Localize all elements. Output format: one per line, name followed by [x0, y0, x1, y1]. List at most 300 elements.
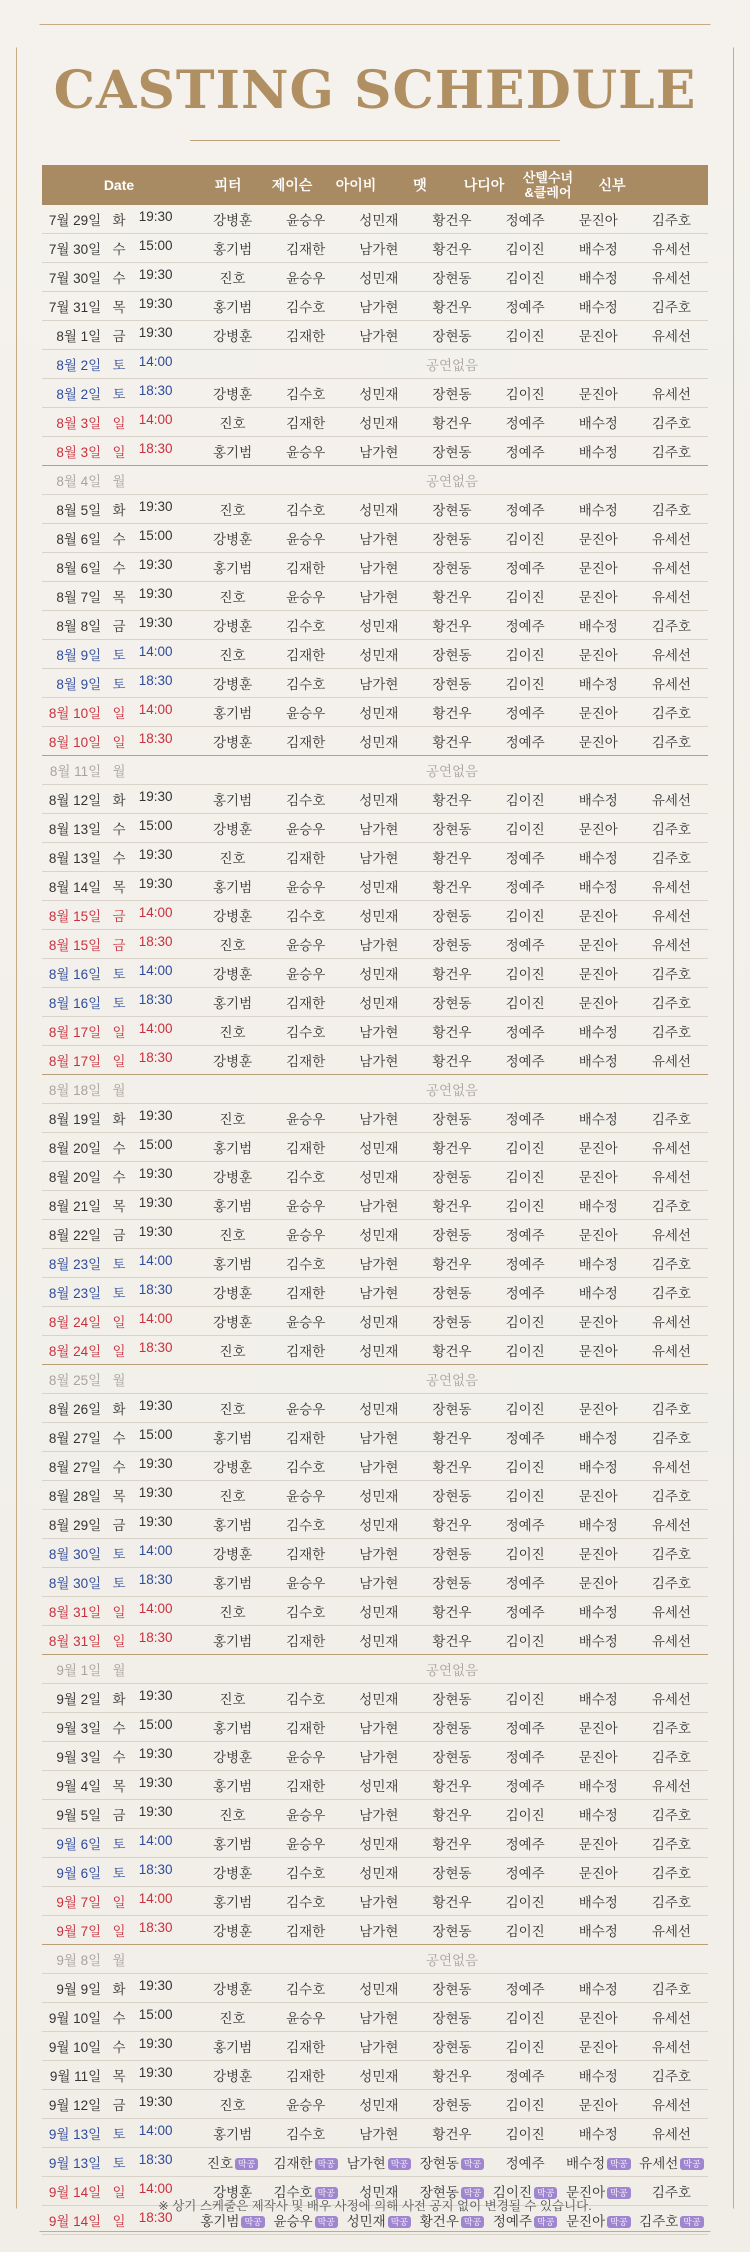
row-date: 8월 21일 — [48, 1199, 102, 1214]
cast-cell — [415, 238, 488, 258]
table-row — [42, 582, 708, 611]
actor-name: 장현동 — [432, 1547, 472, 1562]
actor-name: 강병훈 — [213, 532, 253, 547]
cast-cell — [489, 528, 562, 548]
row-time: 14:00 — [138, 2123, 173, 2138]
date-cell — [42, 818, 196, 838]
row-time — [137, 1949, 196, 1969]
cast-cell — [269, 1746, 342, 1766]
actor-name: 홍기범 — [213, 2040, 253, 2055]
cast-cell — [196, 1021, 269, 1041]
row-weekday: 금 — [112, 2098, 126, 2113]
row-date: 9월 12일 — [48, 2098, 102, 2113]
cast-cell — [269, 905, 342, 925]
cast-cell — [562, 673, 635, 693]
header-role-jason: 제이슨 — [271, 176, 313, 193]
actor-name: 장현동 — [432, 271, 472, 286]
actor-name: 강병훈 — [213, 2185, 253, 2200]
row-date: 9월 7일 — [56, 1895, 102, 1910]
row-date: 9월 13일 — [48, 2156, 102, 2171]
actor-name: 김재한 — [286, 1286, 326, 1301]
cast-cell — [196, 1050, 269, 1070]
row-date: 8월 2일 — [56, 358, 102, 373]
cast-cell — [562, 325, 635, 345]
final-show-badge: 막공 — [534, 2216, 557, 2228]
actor-name: 김수호 — [286, 1895, 326, 1910]
actor-name: 문진아 — [578, 1402, 618, 1417]
actor-name: 성민재 — [359, 1605, 399, 1620]
row-weekday: 수 — [112, 1170, 126, 1185]
actor-name: 김재한 — [286, 1779, 326, 1794]
cast-cell — [415, 267, 488, 287]
actor-name: 문진아 — [578, 706, 618, 721]
cast-cell — [415, 2123, 488, 2143]
date-cell — [42, 209, 196, 229]
cast-cell — [489, 1398, 562, 1418]
row-time: 14:00 — [138, 354, 173, 369]
cast-cell — [269, 1804, 342, 1824]
cast-cell — [269, 1572, 342, 1592]
cast-cell — [415, 789, 488, 809]
cast-cell — [269, 1224, 342, 1244]
actor-name: 정예주 — [492, 2214, 532, 2229]
actor-name: 김이진 — [505, 1315, 545, 1330]
row-time: 19:30 — [138, 789, 173, 804]
final-show-badge: 막공 — [607, 2216, 630, 2228]
row-time: 19:30 — [138, 1775, 173, 1790]
row-weekday: 일 — [112, 1344, 126, 1359]
cast-cell — [196, 267, 269, 287]
row-time: 14:00 — [138, 644, 173, 659]
cast-cell — [415, 1514, 488, 1534]
cast-cell — [196, 412, 269, 432]
actor-name: 성민재 — [359, 1866, 399, 1881]
cast-cell — [635, 905, 708, 925]
row-date: 8월 10일 — [48, 706, 102, 721]
table-row — [42, 234, 708, 263]
actor-name: 정예주 — [505, 1837, 545, 1852]
cast-cell — [269, 1688, 342, 1708]
actor-name: 문진아 — [578, 590, 618, 605]
table-row — [42, 727, 708, 756]
actor-name: 정예주 — [505, 1982, 545, 1997]
actor-name: 배수정 — [578, 1895, 618, 1910]
table-row — [42, 292, 708, 321]
row-weekday: 화 — [112, 503, 126, 518]
row-weekday: 화 — [112, 1692, 126, 1707]
cast-cell — [269, 818, 342, 838]
date-cell — [42, 644, 196, 664]
cast-cell — [196, 615, 269, 635]
row-weekday: 토 — [112, 1257, 126, 1272]
cast-cell — [415, 586, 488, 606]
cast-cell — [635, 238, 708, 258]
cast-cell — [342, 209, 415, 229]
row-time: 19:30 — [138, 1978, 173, 1993]
actor-name: 문진아 — [578, 2098, 618, 2113]
actor-name: 배수정 — [578, 1199, 618, 1214]
actor-name: 김주호 — [651, 706, 691, 721]
table-row — [42, 2061, 708, 2090]
actor-name: 김수호 — [286, 300, 326, 315]
date-cell — [42, 1862, 196, 1882]
actor-name: 김주호 — [651, 1402, 691, 1417]
cast-cell — [489, 1514, 562, 1534]
row-weekday: 일 — [112, 1025, 126, 1040]
date-cell — [42, 470, 196, 490]
actor-name: 김이진 — [505, 1924, 545, 1939]
date-cell — [42, 789, 196, 809]
actor-name: 성민재 — [359, 1779, 399, 1794]
row-time: 19:30 — [138, 296, 173, 311]
cast-cell — [635, 615, 708, 635]
cast-cell — [196, 1166, 269, 1186]
row-weekday: 화 — [112, 1982, 126, 1997]
cast-cell — [342, 876, 415, 896]
date-cell — [42, 1746, 196, 1766]
actor-name: 성민재 — [359, 1489, 399, 1504]
row-date: 8월 23일 — [48, 1286, 102, 1301]
cast-cell — [562, 789, 635, 809]
actor-name: 진호 — [219, 1025, 246, 1040]
actor-name: 성민재 — [359, 387, 399, 402]
cast-cell — [489, 441, 562, 461]
row-weekday: 일 — [112, 1924, 126, 1939]
date-cell — [42, 1427, 196, 1447]
row-weekday: 금 — [112, 329, 126, 344]
row-time: 18:30 — [138, 441, 173, 456]
row-weekday: 수 — [112, 1721, 126, 1736]
date-cell — [42, 441, 196, 461]
actor-name: 윤승우 — [286, 1489, 326, 1504]
actor-name: 강병훈 — [213, 1286, 253, 1301]
cast-cell — [415, 992, 488, 1012]
row-date: 9월 9일 — [56, 1982, 102, 1997]
footnote: ※ 상기 스케줄은 제작사 및 배우 사정에 의해 사전 공지 없이 변경될 수 있습니다. — [158, 2199, 592, 2213]
actor-name: 배수정 — [578, 1431, 618, 1446]
actor-name: 김재한 — [273, 2156, 313, 2171]
table-row — [42, 1075, 708, 1104]
row-time: 19:30 — [138, 2036, 173, 2051]
cast-cell — [489, 1688, 562, 1708]
date-cell — [42, 731, 196, 751]
actor-name: 김이진 — [505, 1344, 545, 1359]
cast-cell — [342, 2094, 415, 2114]
actor-name: 남가현 — [359, 590, 399, 605]
cast-cell — [489, 1572, 562, 1592]
cast-cell — [269, 528, 342, 548]
cast-cell — [415, 2152, 488, 2172]
cast-cell — [415, 1340, 488, 1360]
actor-name: 배수정 — [578, 416, 618, 431]
actor-name: 남가현 — [359, 1924, 399, 1939]
cast-cell — [196, 1456, 269, 1476]
actor-name: 남가현 — [359, 1025, 399, 1040]
cast-cell — [269, 1427, 342, 1447]
cast-cell — [342, 1630, 415, 1650]
row-time: 19:30 — [138, 499, 173, 514]
row-date: 9월 10일 — [48, 2040, 102, 2055]
cast-cell — [342, 441, 415, 461]
cast-cell — [342, 1311, 415, 1331]
cast-cell — [635, 1456, 708, 1476]
table-row — [42, 611, 708, 640]
no-show-label: 공연없음 — [425, 1953, 479, 1968]
actor-name: 정예주 — [505, 1750, 545, 1765]
date-cell — [42, 760, 196, 780]
cast-cell — [635, 1833, 708, 1853]
row-date: 7월 30일 — [48, 242, 102, 257]
row-date: 8월 9일 — [56, 677, 102, 692]
actor-name: 윤승우 — [273, 2214, 313, 2229]
cast-cell — [269, 412, 342, 432]
table-row — [42, 1771, 708, 1800]
actor-name: 남가현 — [359, 329, 399, 344]
cast-cell — [489, 789, 562, 809]
table-row — [42, 379, 708, 408]
cast-cell — [196, 2007, 269, 2027]
cast-cell — [415, 325, 488, 345]
cast-cell — [562, 209, 635, 229]
cast-cell — [635, 325, 708, 345]
cast-cell — [269, 1456, 342, 1476]
cast-cell — [562, 296, 635, 316]
actor-name: 윤승우 — [286, 1808, 326, 1823]
cast-cell — [196, 1804, 269, 1824]
cast-cell — [196, 209, 269, 229]
actor-name: 진호 — [219, 271, 246, 286]
row-date: 9월 11일 — [49, 2069, 102, 2084]
row-weekday: 수 — [112, 532, 126, 547]
cast-cell — [635, 673, 708, 693]
row-date: 8월 29일 — [48, 1518, 102, 1533]
actor-name: 장현동 — [432, 1228, 472, 1243]
table-row — [42, 524, 708, 553]
actor-name: 배수정 — [578, 851, 618, 866]
row-date: 8월 1일 — [56, 329, 102, 344]
cast-cell — [196, 441, 269, 461]
actor-name: 진호 — [219, 2011, 246, 2026]
actor-name: 김이진 — [505, 793, 545, 808]
row-time: 14:00 — [138, 1253, 173, 1268]
actor-name: 유세선 — [651, 677, 691, 692]
actor-name: 강병훈 — [213, 822, 253, 837]
actor-name: 김주호 — [651, 213, 691, 228]
cast-cell — [342, 1543, 415, 1563]
cast-cell — [196, 1891, 269, 1911]
cast-cell — [415, 2007, 488, 2027]
table-row — [42, 466, 708, 495]
actor-name: 김이진 — [505, 1199, 545, 1214]
cast-cell — [342, 934, 415, 954]
actor-name: 문진아 — [578, 1721, 618, 1736]
final-show-badge: 막공 — [388, 2158, 411, 2170]
date-cell — [42, 1137, 196, 1157]
actor-name: 정예주 — [505, 735, 545, 750]
row-weekday: 금 — [112, 1518, 126, 1533]
actor-name: 김이진 — [505, 1489, 545, 1504]
final-show-badge: 막공 — [241, 2216, 264, 2228]
cast-cell — [489, 1601, 562, 1621]
row-weekday: 토 — [112, 1547, 126, 1562]
date-cell — [42, 934, 196, 954]
actor-name: 장현동 — [432, 909, 472, 924]
actor-name: 황건우 — [432, 1344, 472, 1359]
actor-name: 진호 — [219, 590, 246, 605]
date-cell — [42, 2065, 196, 2085]
row-time — [137, 1369, 196, 1389]
actor-name: 배수정 — [578, 242, 618, 257]
actor-name: 유세선 — [651, 1605, 691, 1620]
cast-cell — [562, 499, 635, 519]
actor-name: 김이진 — [505, 2127, 545, 2142]
cast-cell — [489, 847, 562, 867]
table-row — [42, 1916, 708, 1945]
cast-cell — [562, 1311, 635, 1331]
actor-name: 윤승우 — [286, 445, 326, 460]
actor-name: 홍기범 — [213, 1199, 253, 1214]
actor-name: 유세선 — [651, 880, 691, 895]
cast-cell — [635, 1514, 708, 1534]
actor-name: 진호 — [206, 2156, 233, 2171]
date-cell — [42, 383, 196, 403]
actor-name: 문진아 — [578, 532, 618, 547]
actor-name: 성민재 — [359, 648, 399, 663]
row-date: 8월 19일 — [48, 1112, 102, 1127]
actor-name: 장현동 — [432, 2098, 472, 2113]
table-row — [42, 2003, 708, 2032]
cast-cell — [562, 847, 635, 867]
row-date: 8월 24일 — [48, 1344, 102, 1359]
cast-cell — [635, 731, 708, 751]
table-row — [42, 321, 708, 350]
actor-name: 윤승우 — [286, 271, 326, 286]
cast-cell — [415, 1891, 488, 1911]
actor-name: 김이진 — [492, 2185, 532, 2200]
actor-name: 김주호 — [651, 1547, 691, 1562]
cast-cell — [415, 1688, 488, 1708]
row-weekday: 토 — [112, 2156, 126, 2171]
actor-name: 김수호 — [286, 387, 326, 402]
actor-name: 강병훈 — [213, 1315, 253, 1330]
actor-name: 유세선 — [651, 590, 691, 605]
cast-cell — [562, 1224, 635, 1244]
actor-name: 윤승우 — [286, 938, 326, 953]
cast-cell — [196, 876, 269, 896]
actor-name: 김이진 — [505, 1547, 545, 1562]
cast-cell — [269, 1862, 342, 1882]
actor-name: 장현동 — [432, 1489, 472, 1504]
actor-name: 유세선 — [651, 1344, 691, 1359]
cast-cell — [415, 1108, 488, 1128]
cast-cell — [342, 412, 415, 432]
actor-name: 황건우 — [432, 1895, 472, 1910]
cast-cell — [489, 1137, 562, 1157]
actor-name: 배수정 — [578, 300, 618, 315]
actor-name: 강병훈 — [213, 213, 253, 228]
cast-cell — [342, 1166, 415, 1186]
actor-name: 문진아 — [578, 1170, 618, 1185]
actor-name: 황건우 — [432, 1634, 472, 1649]
cast-cell — [415, 1543, 488, 1563]
cast-cell — [489, 905, 562, 925]
cast-cell — [269, 267, 342, 287]
row-time: 18:30 — [138, 1572, 173, 1587]
actor-name: 남가현 — [359, 2127, 399, 2142]
actor-name: 정예주 — [505, 1605, 545, 1620]
actor-name: 강병훈 — [213, 1170, 253, 1185]
actor-name: 유세선 — [651, 793, 691, 808]
row-weekday: 토 — [112, 967, 126, 982]
actor-name: 배수정 — [578, 1605, 618, 1620]
actor-name: 진호 — [219, 1808, 246, 1823]
actor-name: 문진아 — [578, 1228, 618, 1243]
cast-cell — [342, 1688, 415, 1708]
cast-cell — [635, 1804, 708, 1824]
actor-name: 강병훈 — [213, 1547, 253, 1562]
actor-name: 김주호 — [651, 445, 691, 460]
cast-cell — [415, 441, 488, 461]
cast-cell — [562, 1166, 635, 1186]
header-role-sister-claire: 산텔수녀 &클레어 — [522, 170, 574, 200]
table-row — [42, 2148, 708, 2177]
cast-cell — [269, 1978, 342, 1998]
row-weekday: 수 — [112, 242, 126, 257]
cast-cell — [489, 1775, 562, 1795]
cast-cell — [196, 1543, 269, 1563]
cast-cell — [635, 1050, 708, 1070]
table-row — [42, 1974, 708, 2003]
cast-cell — [489, 1543, 562, 1563]
cast-cell — [562, 2036, 635, 2056]
actor-name: 유세선 — [651, 2011, 691, 2026]
actor-name: 강병훈 — [213, 619, 253, 634]
cast-cell — [562, 2123, 635, 2143]
actor-name: 김이진 — [505, 1895, 545, 1910]
cast-cell — [562, 1862, 635, 1882]
row-date: 8월 25일 — [48, 1373, 102, 1388]
row-date: 9월 13일 — [48, 2127, 102, 2142]
row-weekday: 월 — [112, 1373, 126, 1388]
actor-name: 김재한 — [286, 1547, 326, 1562]
actor-name: 성민재 — [359, 996, 399, 1011]
cast-cell — [269, 2007, 342, 2027]
cast-cell — [196, 702, 269, 722]
cast-cell — [269, 325, 342, 345]
cast-cell — [196, 2123, 269, 2143]
actor-name: 장현동 — [432, 532, 472, 547]
actor-name: 황건우 — [432, 590, 472, 605]
cast-cell — [489, 586, 562, 606]
row-date: 8월 26일 — [48, 1402, 102, 1417]
cast-cell — [635, 963, 708, 983]
date-cell — [42, 1514, 196, 1534]
actor-name: 김수호 — [286, 1460, 326, 1475]
table-row — [42, 1336, 708, 1365]
actor-name: 유세선 — [651, 387, 691, 402]
cast-cell — [635, 586, 708, 606]
actor-name: 유세선 — [651, 1779, 691, 1794]
row-date: 9월 5일 — [56, 1808, 102, 1823]
actor-name: 남가현 — [359, 1112, 399, 1127]
cast-cell — [562, 963, 635, 983]
actor-name: 김재한 — [286, 1924, 326, 1939]
actor-name: 성민재 — [359, 2069, 399, 2084]
header-role-ivy: 아이비 — [335, 176, 377, 193]
actor-name: 김수호 — [273, 2185, 313, 2200]
row-date: 8월 31일 — [48, 1605, 102, 1620]
actor-name: 윤승우 — [286, 2098, 326, 2113]
